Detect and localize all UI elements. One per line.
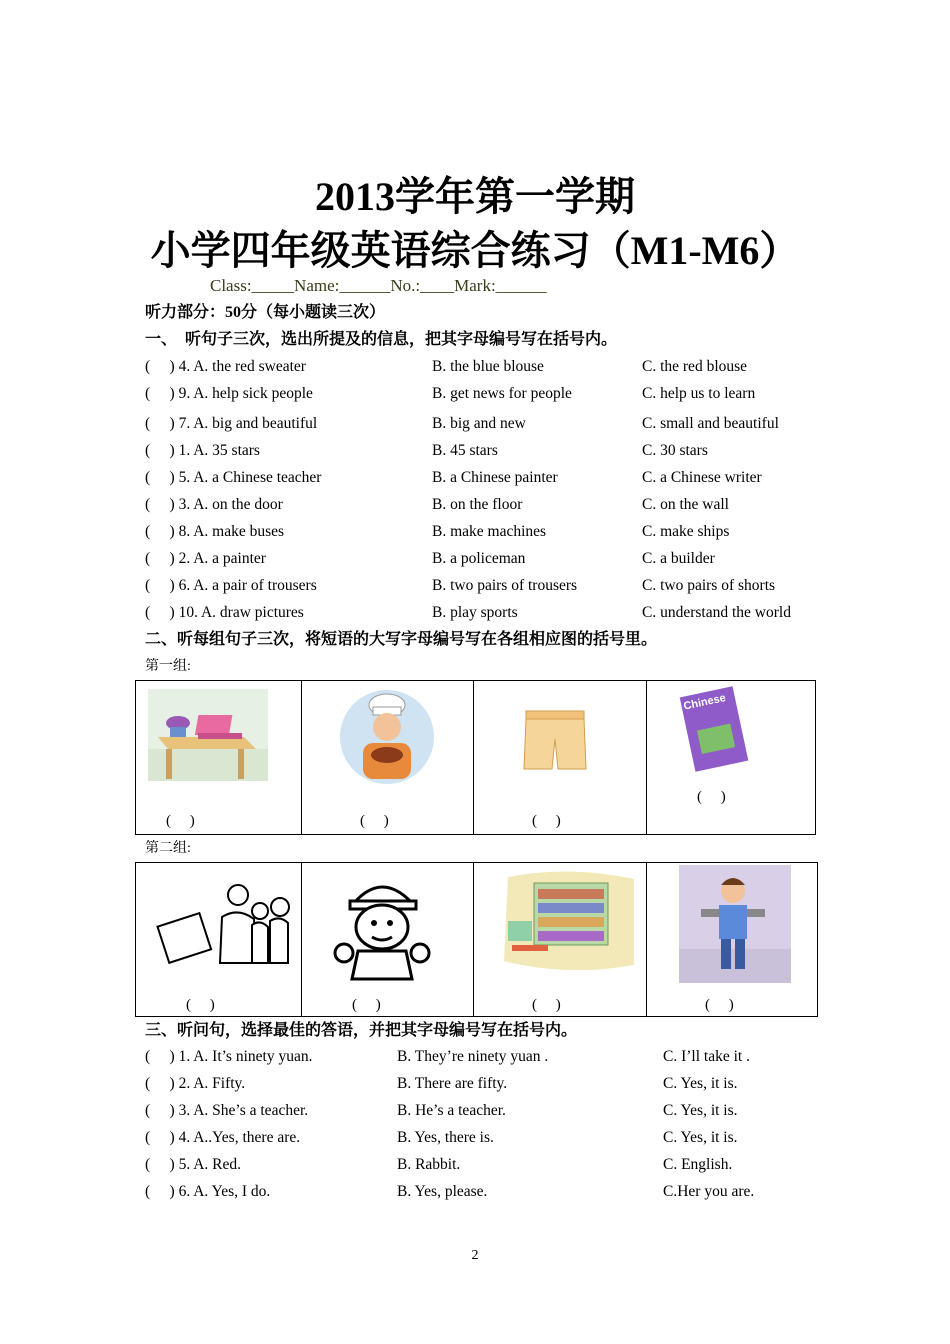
boy-lifting-dumbbells-icon bbox=[679, 865, 791, 983]
section1-heading: 一、 听句子三次，选出所提及的信息，把其字母编号写在括号内。 bbox=[145, 331, 618, 348]
desk-laptop-icon bbox=[148, 689, 268, 781]
picture-cell-boy-exercising: ( ) bbox=[646, 862, 818, 1017]
picture-cell-family-tv: ( ) bbox=[135, 862, 302, 1017]
page-subtitle: 小学四年级英语综合练习（M1-M6） bbox=[150, 228, 800, 273]
page-title: 2013学年第一学期 bbox=[315, 174, 635, 219]
picture-cell-worker: ( ) bbox=[301, 862, 474, 1017]
listening-header: 听力部分：50分（每小题读三次） bbox=[145, 304, 386, 321]
book-icon: Chinese bbox=[680, 686, 749, 772]
group1-label: 第一组: bbox=[145, 659, 191, 674]
page-number: 2 bbox=[471, 1248, 479, 1263]
picture-cell-desk-laptop: ( ) bbox=[135, 680, 302, 835]
library-room-icon bbox=[498, 869, 638, 979]
chef-icon bbox=[337, 689, 437, 785]
picture-cell-chinese-book: Chinese ( ) bbox=[646, 680, 816, 835]
section3-heading: 三、听问句，选择最佳的答语，并把其字母编号写在括号内。 bbox=[145, 1022, 578, 1039]
worker-icon bbox=[332, 871, 432, 981]
student-info-line: Class:_____Name:______No.:____Mark:______ bbox=[210, 276, 547, 295]
shorts-icon bbox=[522, 709, 588, 773]
group2-label: 第二组: bbox=[145, 841, 191, 856]
family-watching-tv-icon bbox=[156, 877, 292, 973]
section2-heading: 二、听每组句子三次，将短语的大写字母编号写在各组相应图的括号里。 bbox=[145, 631, 658, 648]
picture-cell-cook: ( ) bbox=[301, 680, 474, 835]
picture-cell-library: ( ) bbox=[473, 862, 647, 1017]
picture-cell-shorts: ( ) bbox=[473, 680, 647, 835]
